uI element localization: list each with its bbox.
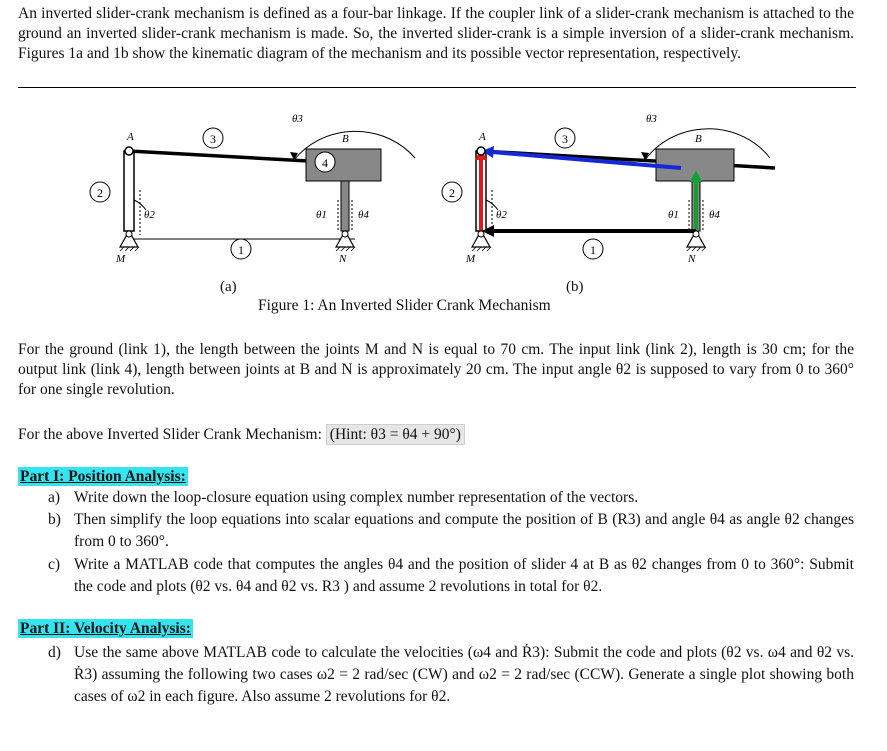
hint-prefix: For the above Inverted Slider Crank Mechanism: <box>18 426 326 443</box>
part1-heading: Part I: Position Analysis: <box>20 468 186 485</box>
label-n: N <box>339 253 347 265</box>
question-c-letter: c) <box>48 556 61 573</box>
kinematic-figure <box>80 100 800 300</box>
label-b: B <box>342 133 349 145</box>
label-theta1: θ1 <box>316 209 327 221</box>
hint-box: (Hint: θ3 = θ4 + 90°) <box>326 424 465 445</box>
joint-a-b <box>477 147 485 155</box>
question-b <box>50 509 854 553</box>
question-c <box>50 554 854 598</box>
question-a <box>50 487 854 509</box>
label-theta2: θ2 <box>144 209 155 221</box>
pin-m-b <box>478 231 484 237</box>
figure-caption-b: (b) <box>566 279 584 295</box>
question-d <box>50 642 854 708</box>
output-link-4 <box>341 181 349 231</box>
ground-paragraph: For the ground (link 1), the length between the joints M and N is equal to 70 cm. The input link (link 2), length is 30 cm; for the output link (link 4), length between joints at B and N is approximately 20 cm. The input angle θ2 is supposed to vary from 0 to 360° for one single revolution. <box>18 341 854 398</box>
label-theta3-b: θ3 <box>646 113 657 125</box>
label-n-b: N <box>688 253 696 265</box>
crank-link-2 <box>124 151 134 231</box>
question-a-text: Write down the loop-closure equation using complex number representation of the vectors. <box>74 489 639 506</box>
question-c-text: Write a MATLAB code that computes the angles θ4 and the position of slider 4 at B as θ2 changes from 0 to 360°: Submit the code and plots (θ2 vs. θ4 and θ2 vs. R3 ) and assume 2 revolutions in total for θ2. <box>74 556 854 595</box>
link-3-number-b: 3 <box>562 132 568 146</box>
link-1-number-b: 1 <box>590 243 596 257</box>
label-a: A <box>127 131 134 143</box>
pin-n-b <box>693 231 699 237</box>
label-theta4: θ4 <box>358 209 369 221</box>
pin-m <box>126 231 132 237</box>
label-m: M <box>116 253 126 265</box>
figure-caption: Figure 1: An Inverted Slider Crank Mechanism <box>258 297 551 314</box>
label-theta1-b: θ1 <box>668 209 679 221</box>
diagram-b <box>442 113 775 265</box>
intro-divider <box>18 87 856 88</box>
diagram-a <box>90 113 415 265</box>
link-2-number: 2 <box>97 186 103 200</box>
question-d-letter: d) <box>48 644 61 661</box>
link-2-number-b: 2 <box>449 186 455 200</box>
label-theta4-b: θ4 <box>709 209 720 221</box>
hint-line <box>18 425 465 445</box>
part2-heading: Part II: Velocity Analysis: <box>20 620 191 637</box>
question-b-text: Then simplify the loop equations into scalar equations and compute the position of B (R3) and angle θ4 as angle θ2 changes from 0 to 360°. <box>74 511 854 550</box>
question-d-text: Use the same above MATLAB code to calculate the velocities (ω4 and Ṙ3): Submit the code and plots (θ2 vs. ω4 and θ2 vs. Ṙ3) assuming the following two cases ω2 = 2 rad/sec (CW) and ω2 = 2 rad/sec (CCW). Generate a single plot showing both cases of ω2 in each figure. Also assume 2 revolutions for θ2. <box>74 644 854 705</box>
label-a-b: A <box>479 131 486 143</box>
link-1-number: 1 <box>238 243 244 257</box>
label-m-b: M <box>466 253 476 265</box>
joint-a <box>125 147 133 155</box>
figure-caption-a: (a) <box>220 279 237 295</box>
question-a-letter: a) <box>48 489 61 506</box>
link-4-number: 4 <box>322 156 328 170</box>
pin-n <box>342 231 348 237</box>
label-theta3: θ3 <box>292 113 303 125</box>
intro-paragraph: An inverted slider-crank mechanism is defined as a four-bar linkage. If the coupler link of a slider-crank mechanism is attached to the ground an inverted slider-crank mechanism is made. So, the inverted slider-crank is a simple inversion of a slider-crank mechanism. Figures 1a and 1b show the kinematic diagram of the mechanism and its possible vector representation, respectively. <box>18 5 854 62</box>
link-3-number: 3 <box>210 132 216 146</box>
label-b-b: B <box>695 133 702 145</box>
question-b-letter: b) <box>48 511 61 528</box>
label-theta2-b: θ2 <box>496 209 507 221</box>
